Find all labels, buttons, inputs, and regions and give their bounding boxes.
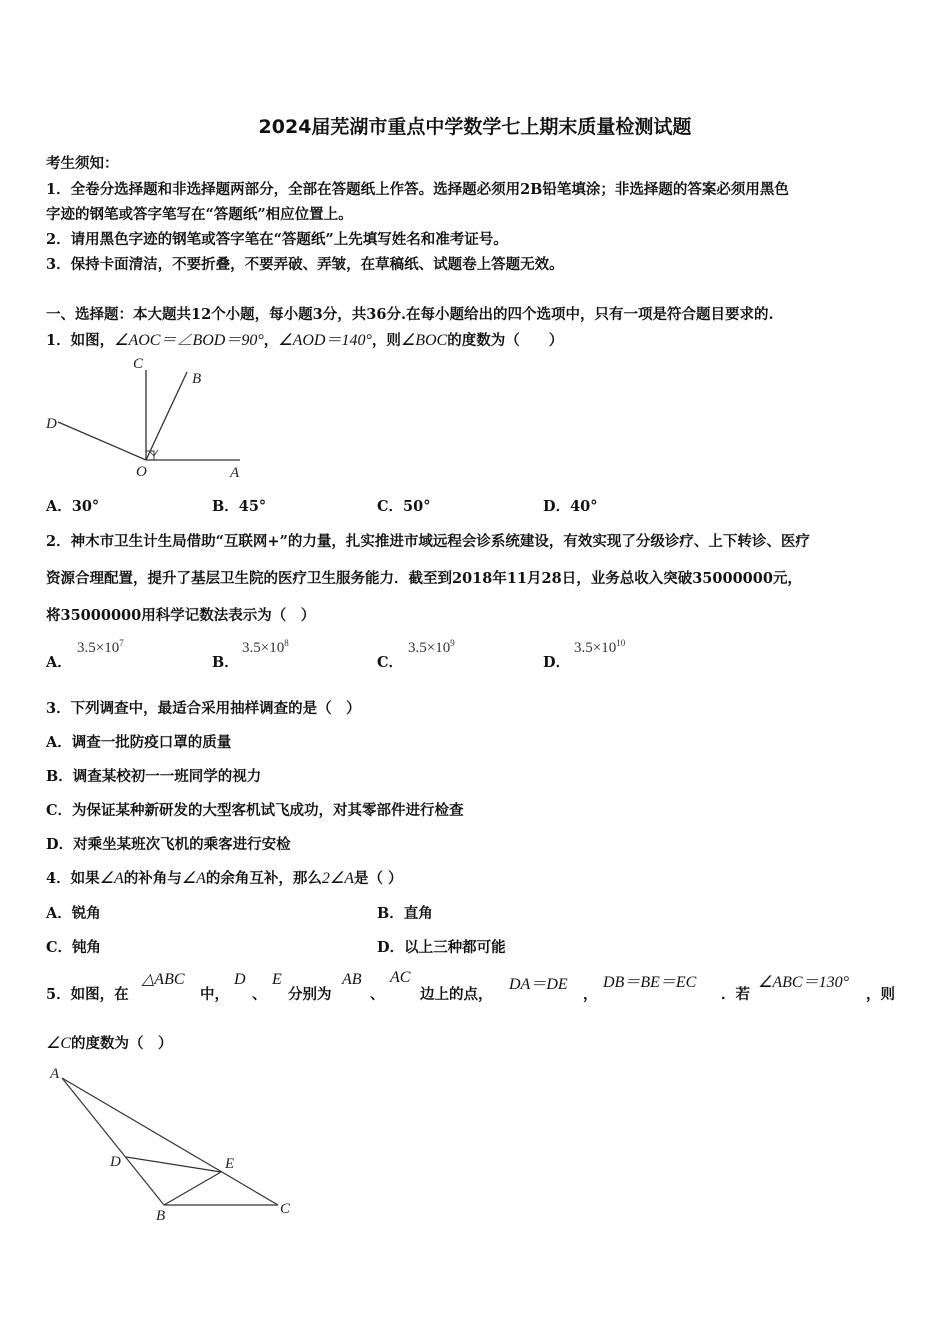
q5-text-8: ，则 xyxy=(866,986,895,1003)
q4-suffix: 是（ ） xyxy=(353,870,403,887)
q5-text-5: 边上的点， xyxy=(420,986,493,1003)
q3-option-b[interactable]: B．调查某校初一一班同学的视力 xyxy=(46,768,262,785)
q5-angle-c: ∠C xyxy=(46,1035,72,1052)
q4-stem xyxy=(46,867,403,888)
q5-prefix: 5．如图，在 xyxy=(46,986,129,1003)
q2-line-2: 资源合理配置，提升了基层卫生院的医疗卫生服务能力．截至到2018年11月28日，业务总收入突破35000000元， xyxy=(46,570,802,587)
q5-point-d: D xyxy=(234,971,246,988)
q5-figure xyxy=(40,1060,310,1230)
q2-option-c-value: $3.5\times 10^9$ xyxy=(408,638,455,656)
q4-option-b[interactable]: B．直角 xyxy=(377,905,433,922)
segment-be xyxy=(164,1172,221,1205)
q3-option-d[interactable]: D．对乘坐某班次飞机的乘客进行安检 xyxy=(46,836,291,853)
label-o: O xyxy=(136,464,147,480)
segment-de xyxy=(126,1157,221,1172)
q2-option-b-label[interactable]: B． xyxy=(212,654,239,671)
label-d: D xyxy=(110,1154,121,1170)
q1-option-a[interactable]: A．30° xyxy=(46,498,100,515)
q4-mid-1: 的补角与 xyxy=(123,870,182,887)
q4-option-a[interactable]: A．锐角 xyxy=(46,905,101,922)
q2-option-b-value: $3.5\times 10^8$ xyxy=(242,638,289,656)
q4-mid-2: 的余角互补，那么 xyxy=(205,870,322,887)
q5-point-e: E xyxy=(272,971,282,988)
q4-option-c[interactable]: C．钝角 xyxy=(46,939,102,956)
q5-text-3: 分别为 xyxy=(288,986,332,1003)
q4-option-d[interactable]: D．以上三种都可能 xyxy=(377,939,506,956)
q5-suffix: 的度数为（ ） xyxy=(71,1035,173,1052)
question-1-stem xyxy=(46,327,563,350)
q5-text-4: 、 xyxy=(370,986,385,1003)
q1-expr-2: ∠AOD＝140° xyxy=(278,332,372,349)
ray-od xyxy=(58,422,146,460)
q3-option-a[interactable]: A．调查一批防疫口罩的质量 xyxy=(46,734,232,751)
notice-item-2: 2．请用黑色字迹的钢笔或答字笔在“答题纸”上先填写姓名和准考证号。 xyxy=(46,231,508,248)
label-c: C xyxy=(280,1201,291,1217)
q2-line-3: 将35000000用科学记数法表示为（ ） xyxy=(46,607,316,624)
label-b: B xyxy=(156,1208,166,1224)
notice-item-1-line-2: 字迹的钢笔或答字笔写在“答题纸”相应位置上。 xyxy=(46,206,353,223)
q1-figure xyxy=(40,352,260,487)
q1-sep: ， xyxy=(263,332,279,349)
q3-option-c[interactable]: C．为保证某种新研发的大型客机试飞成功，对其零部件进行检查 xyxy=(46,802,464,819)
q5-equation-1: DA＝DE xyxy=(509,976,568,993)
q5-segment-ab: AB xyxy=(342,971,362,988)
ray-ob xyxy=(146,372,187,460)
q2-option-a-label[interactable]: A． xyxy=(46,654,72,671)
q1-option-c[interactable]: C．50° xyxy=(377,498,431,515)
q2-option-a-value: $3.5\times 10^7$ xyxy=(77,638,124,656)
q5-segment-ac: AC xyxy=(390,969,411,986)
q2-option-d-value: $3.5\times 10^{10}$ xyxy=(574,638,626,656)
q4-angle-1: ∠A xyxy=(99,870,124,887)
q5-line-2 xyxy=(46,1032,173,1053)
label-d: D xyxy=(46,416,57,432)
label-e: E xyxy=(225,1156,235,1172)
q3-stem: 3．下列调查中，最适合采用抽样调查的是（ ） xyxy=(46,700,361,717)
notice-heading: 考生须知： xyxy=(46,155,119,172)
side-ab xyxy=(62,1078,164,1205)
q2-line-1: 2．神木市卫生计生局借助“互联网+”的力量，扎实推进市域远程会诊系统建设，有效实现了分级诊疗、上下转诊、医疗 xyxy=(46,533,810,550)
label-c: C xyxy=(133,356,144,372)
q1-option-b[interactable]: B．45° xyxy=(212,498,267,515)
q1-option-d[interactable]: D．40° xyxy=(543,498,598,515)
q5-text-2: 、 xyxy=(252,986,267,1003)
q4-angle-3: 2∠A xyxy=(321,870,354,887)
label-b: B xyxy=(192,371,202,387)
section-heading: 一、选择题：本大题共12个小题，每小题3分，共36分.在每小题给出的四个选项中，只有一项是符合题目要求的. xyxy=(46,306,774,323)
q5-equation-3: ∠ABC＝130° xyxy=(758,974,849,991)
label-a: A xyxy=(230,465,240,481)
q4-prefix: 4．如果 xyxy=(46,870,100,887)
q1-mid: ，则 xyxy=(371,332,401,349)
notice-item-3: 3．保持卡面清洁，不要折叠，不要弄破、弄皱，在草稿纸、试题卷上答题无效。 xyxy=(46,256,564,273)
q1-expr-3: ∠BOC xyxy=(400,332,448,349)
q5-equation-2: DB＝BE＝EC xyxy=(603,974,697,991)
q2-option-d-label[interactable]: D． xyxy=(543,654,571,671)
side-ac xyxy=(62,1078,278,1205)
q1-suffix: 的度数为（ ） xyxy=(447,332,564,349)
q1-expr-1: ∠AOC＝∠BOD＝90° xyxy=(114,332,264,349)
notice-item-1-line-1: 1．全卷分选择题和非选择题两部分，全部在答题纸上作答。选择题必须用2B铅笔填涂；非选择题的答案必须用黑色 xyxy=(46,181,789,198)
q1-prefix: 1．如图， xyxy=(46,332,115,349)
q5-text-7: ．若 xyxy=(721,986,750,1003)
q4-angle-2: ∠A xyxy=(181,870,206,887)
q5-text-6: ， xyxy=(583,986,598,1003)
q5-triangle: △ABC xyxy=(142,971,185,988)
q2-option-c-label[interactable]: C． xyxy=(377,654,404,671)
label-a: A xyxy=(50,1066,60,1082)
q5-text-1: 中， xyxy=(200,986,229,1003)
page-title: 2024届芜湖市重点中学数学七上期末质量检测试题 xyxy=(258,116,692,138)
